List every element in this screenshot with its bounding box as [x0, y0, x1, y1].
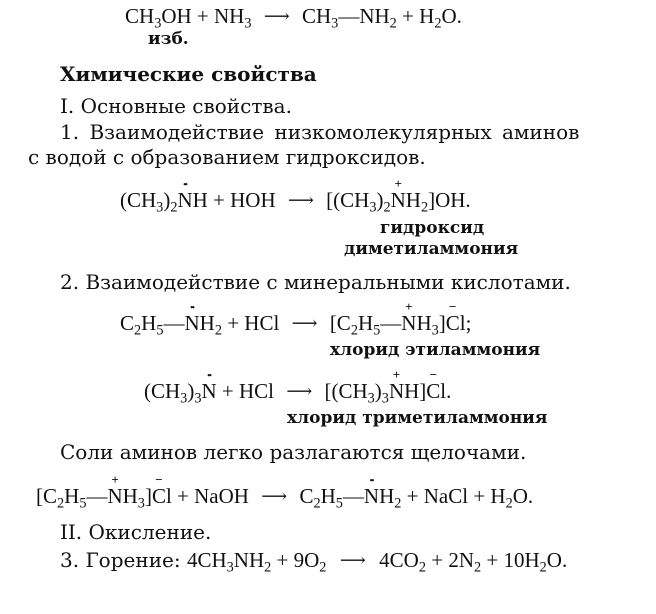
combustion-label: 3. Горение: — [60, 548, 181, 572]
eq4-products: $C_2H_5—••$ $NH_2$ + NaCl + $H_2O$. — [299, 484, 533, 508]
basic-properties-heading: I. Основные свойства. — [60, 94, 292, 118]
trimethylamine-hcl-equation — [144, 379, 452, 407]
reaction-arrow: ⟶ — [339, 550, 366, 571]
reaction-arrow: ⟶ — [291, 313, 318, 333]
methanol-reactants: $CH_3OH + NH_3$ — [125, 4, 252, 32]
combustion-products: $4CO_2 + 2N_2 + 10H_2O$. — [379, 548, 568, 576]
eq3-caption: хлорид триметиламмония — [287, 408, 548, 428]
water-reaction-equation — [120, 188, 471, 216]
eq2-products: $[C_2H_5—+ NH_3]- Cl$; — [330, 311, 472, 335]
item2-text: 2. Взаимодействие с минеральными кислотами. — [60, 270, 571, 294]
combustion-reactants: $4CH_3NH_2 + 9O_2$ — [186, 548, 327, 576]
eq1-reactants: $(CH_3)_2••$ NH + HOH — [120, 188, 276, 212]
salt-naoh-equation — [36, 484, 534, 512]
eq4-reactants: $[C_2H_5—+ NH_3]- Cl$ + NaOH — [36, 484, 249, 508]
reaction-arrow: ⟶ — [287, 190, 314, 210]
eq3-products: $[(CH_3)_3+ NH]- Cl$. — [324, 379, 451, 403]
excess-note: изб. — [148, 29, 189, 49]
combustion-line — [60, 548, 568, 576]
item1-text-line2: с водой с образованием гидроксидов. — [28, 145, 426, 169]
eq2-caption: хлорид этиламмония — [330, 340, 541, 360]
salts-decompose-text: Соли аминов легко разлагаются щелочами. — [60, 440, 527, 464]
section-title: Химические свойства — [60, 62, 317, 86]
eq1-products: $[(CH_3)_2+ NH_2]OH$. — [326, 188, 471, 212]
eq3-reactants: $(CH_3)_3••$ N + HCl — [144, 379, 274, 403]
reaction-arrow: ⟶ — [286, 381, 313, 401]
oxidation-heading: II. Окисление. — [60, 520, 212, 544]
eq2-reactants: $C_2H_5—••$ $NH_2$ + HCl — [120, 311, 279, 335]
methanol-products: $CH_3—NH_2 + H_2O$. — [301, 4, 462, 32]
eq1-caption-line1: гидроксид — [380, 218, 485, 238]
item1-text-line1: 1. Взаимодействие низкомолекулярных аминов — [60, 120, 580, 144]
reaction-arrow: ⟶ — [263, 6, 290, 26]
ethylamine-hcl-equation — [120, 311, 472, 339]
reaction-arrow: ⟶ — [261, 486, 288, 506]
methanol-amination-equation — [125, 4, 462, 32]
eq1-caption-line2: диметиламмония — [344, 239, 519, 259]
